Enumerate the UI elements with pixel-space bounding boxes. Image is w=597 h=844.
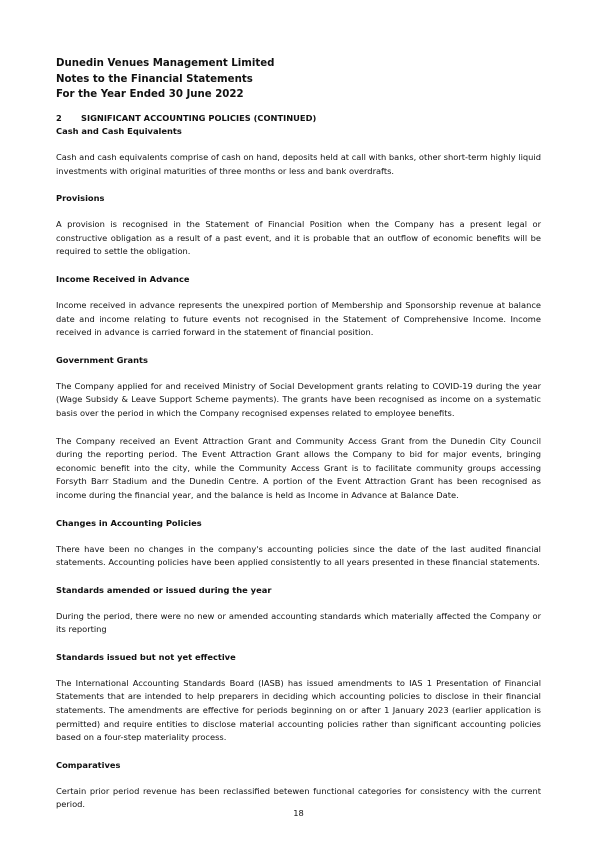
spacer [56,503,541,517]
policy-paragraph: Cash and cash equivalents comprise of cash on hand, deposits held at call with banks, other short-term highly liquid investments with original maturities of three months or less and bank overdrafts. [56,152,541,176]
spacer [56,178,541,192]
policy-paragraph: Income received in advance represents the unexpired portion of Membership and Sponsorship revenue at balance date and income relating to future events not recognised in the Statement of Comprehensive Income. Income received in advance is carried forward in the statement of financial position. [56,299,541,338]
spacer [56,286,541,299]
spacer [56,664,541,677]
company-name: Dunedin Venues Management Limited [56,58,275,69]
policy-paragraph: The Company received an Event Attraction Grant and Community Access Grant from the Dunedin City Council during the reporting period. The Event Attraction Grant allows the Company to bid for major events, bringing economic benefit into the city, while the Community Access Grant is to facilitate community groups accessing Forsyth Barr Stadium and the Dunedin Centre. A portion of the Event Attraction Grant has been recognised as income during the financial year, and the balance is held as Income in Advance at Balance Date. [56,435,541,500]
policy-paragraph: The Company applied for and received Ministry of Social Development grants relating to COVID-19 during the year (Wage Subsidy & Leave Support Scheme payments). The grants have been recognised as income on a systematic basis over the period in which the Company recognised expenses related to employee benefits. [56,380,541,418]
spacer [56,745,541,759]
policy-heading: Income Received in Advance [56,273,190,284]
spacer [56,421,541,435]
policy-paragraph: There have been no changes in the company's accounting policies since the date of the last audited financial statements. Accounting policies have been applied consistently to all years presented in these financial statements. [56,543,541,568]
policy-heading: Standards amended or issued during the year [56,584,272,595]
section-number: 2 [56,113,62,123]
policy-heading: Standards issued but not yet effective [56,651,236,662]
policy-heading: Government Grants [56,354,148,365]
spacer [56,367,541,380]
page-number: 18 [293,808,304,818]
spacer [56,205,541,218]
spacer [56,530,541,543]
policy-heading: Provisions [56,193,105,204]
policy-heading: Comparatives [56,759,121,770]
policy-paragraph: A provision is recognised in the Statement of Financial Position when the Company has a present legal or constructive obligation as a result of a past event, and it is probable that an outflow of economic benefits will be required to settle the obligation. [56,219,541,257]
policy-sections [56,125,541,826]
policy-paragraph: The International Accounting Standards Board (IASB) has issued amendments to IAS 1 Presentation of Financial Statements that are intended to help preparers in deciding which accounting policies to disclose in their financial statements. The amendments are effective for periods beginning on or after 1 January 2023 (earlier application is permitted) and require entities to disclose material accounting policies rather than significant accounting policies based on a four-step materiality process. [56,677,541,743]
policy-paragraph: During the period, there were no new or amended accounting standards which materially affected the Company or its reporting [56,610,541,635]
spacer [56,138,541,151]
spacer [56,259,541,273]
spacer [56,597,541,610]
policy-paragraph: Certain prior period revenue has been reclassified betewen functional categories for consistency with the current period. [56,785,541,810]
section-heading [56,112,541,125]
document-header [56,56,541,103]
spacer [56,340,541,354]
document-subtitle: Notes to the Financial Statements [56,73,253,85]
spacer [56,570,541,584]
policy-heading: Cash and Cash Equivalents [56,126,182,136]
reporting-period: For the Year Ended 30 June 2022 [56,89,244,100]
policy-heading: Changes in Accounting Policies [56,517,202,528]
document-body [56,112,541,826]
section-title: SIGNIFICANT ACCOUNTING POLICIES (CONTINUED) [81,113,317,123]
spacer [56,772,541,785]
spacer [56,637,541,651]
